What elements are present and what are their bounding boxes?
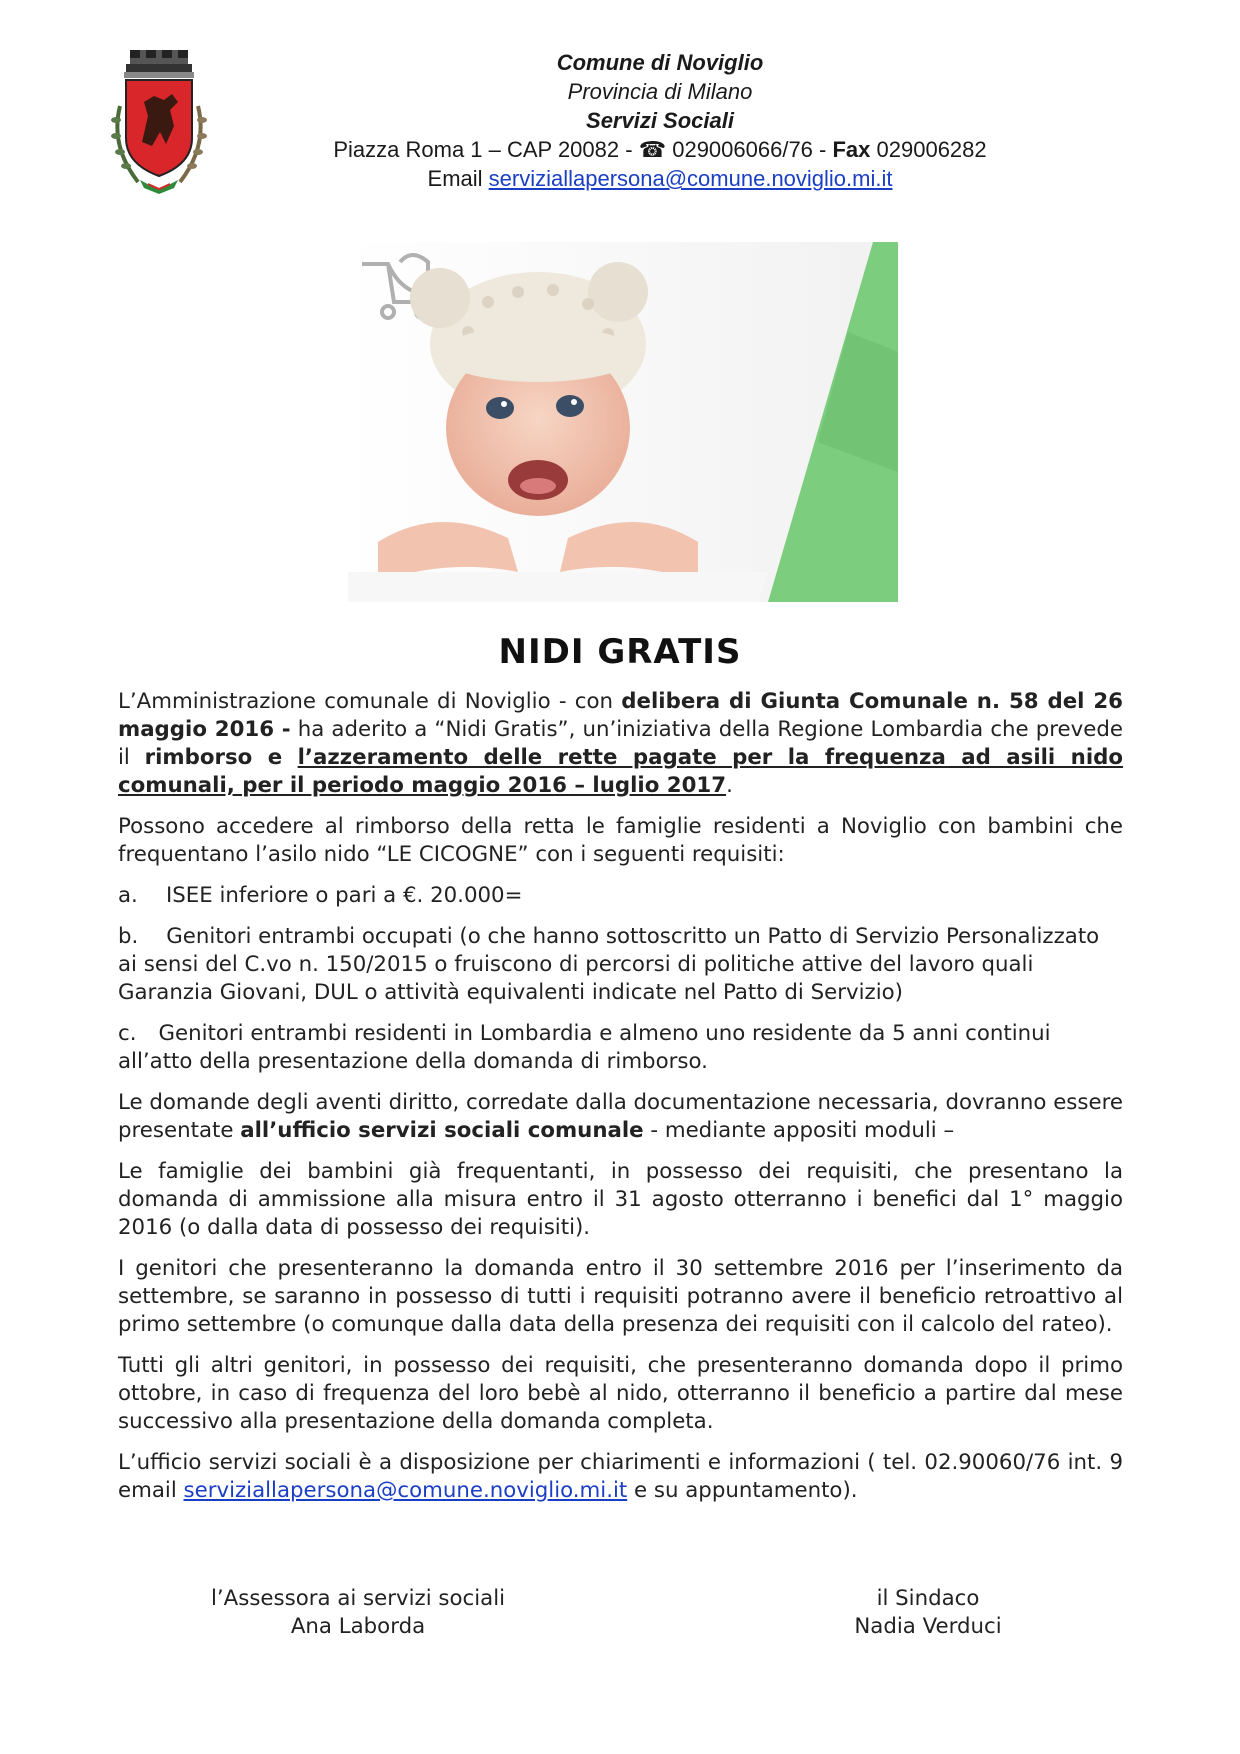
- requirement-b-letter: b.: [118, 924, 139, 949]
- assessor-role: l’Assessora ai servizi sociali: [210, 1586, 506, 1611]
- contact-email-link[interactable]: serviziallapersona@comune.noviglio.mi.it: [183, 1478, 628, 1503]
- eligibility-paragraph: Possono accedere al rimborso della retta le famiglie residenti a Noviglio con bambini che frequentano l’asilo nido “LE CICOGNE” con i seguenti requisiti:: [118, 814, 1123, 867]
- department-name: Servizi Sociali: [586, 108, 734, 133]
- contact-text-2: e su appuntamento).: [627, 1478, 858, 1503]
- september-paragraph: I genitori che presenteranno la domanda entro il 30 settembre 2016 per l’inserimento da settembre, se saranno in possesso di tutti i requisiti potranno avere il beneficio retroattivo al primo settembre (o comunque dalla data della presenza dei requisiti con il calcolo del rateo).: [118, 1256, 1123, 1337]
- email-label: Email: [427, 166, 489, 191]
- requirement-a-letter: a.: [118, 883, 138, 908]
- fee-reset-emphasis: l’azzeramento delle rette pagate per la frequenza ad asili nido comunali, per il periodo maggio 2016 – luglio 2017: [118, 745, 1123, 798]
- contact-text: L’ufficio servizi sociali è a disposizione per chiarimenti e informazioni ( tel. 02.90060/76 int. 9 email: [118, 1450, 1123, 1503]
- intro-paragraph: [118, 688, 1123, 800]
- contact-line: [310, 135, 1010, 164]
- mayor-name: Nadia Verduci: [854, 1614, 1002, 1639]
- requirement-c-letter: c.: [118, 1021, 137, 1046]
- application-text-2: - mediante appositi moduli –: [643, 1118, 955, 1143]
- assessor-name: Ana Laborda: [290, 1614, 426, 1639]
- current-families-paragraph: Le famiglie dei bambini già frequentanti, in possesso dei requisiti, che presentano la domanda di ammissione alla misura entro il 31 agosto otterranno i benefici dal 1° maggio 2016 (o dalla data di possesso dei requisiti).: [118, 1159, 1123, 1240]
- period-dot: .: [726, 773, 733, 798]
- fax-label: Fax: [832, 137, 871, 162]
- municipality-name: Comune di Noviglio: [556, 50, 764, 75]
- application-text: Le domande degli aventi diritto, corredate dalla documentazione necessaria, dovranno essere presentate: [118, 1090, 1123, 1143]
- email-link[interactable]: serviziallapersona@comune.noviglio.mi.it: [488, 166, 893, 191]
- office-emphasis: all’ufficio servizi sociali comunale: [240, 1118, 644, 1143]
- baby-photo: [348, 242, 898, 602]
- fax-number: 029006282: [870, 137, 987, 162]
- municipal-crest: [108, 46, 210, 196]
- letterhead: [310, 48, 1010, 193]
- other-parents-paragraph: Tutti gli altri genitori, in possesso dei requisiti, che presenteranno domanda dopo il primo ottobre, in caso di frequenza del loro bebè al nido, otterranno il beneficio a partire dal mese successivo alla presentazione della domanda completa.: [118, 1353, 1123, 1434]
- requirement-c-text: Genitori entrambi residenti in Lombardia e almeno uno residente da 5 anni continui all’atto della presentazione della domanda di rimborso.: [118, 1021, 1051, 1074]
- mayor-role: il Sindaco: [876, 1586, 980, 1611]
- requirement-b-text: Genitori entrambi occupati (o che hanno sottoscritto un Patto di Servizio Personalizzato ai sensi del C.vo n. 150/2015 o fruiscono di percorsi di politiche attive del lavoro quali Garanzia Giovani, DUL o attività equivalenti indicate nel Patto di Servizio): [118, 924, 1100, 1005]
- contact-paragraph: [118, 1449, 1123, 1505]
- requirement-b: [118, 923, 1123, 1007]
- intro-text-2: ha aderito a “Nidi Gratis”, un’iniziativa della Regione Lombardia che prevede il: [118, 717, 1123, 770]
- intro-text: L’Amministrazione comunale di Noviglio - con: [118, 689, 622, 714]
- phone-number: 029006066/76 -: [672, 137, 833, 162]
- assessor-signature: [188, 1585, 528, 1641]
- requirement-a-text: ISEE inferiore o pari a €. 20.000=: [166, 883, 523, 908]
- phone-icon: ☎: [638, 137, 667, 162]
- document-title: NIDI GRATIS: [498, 632, 742, 672]
- document-body: [118, 688, 1123, 1518]
- requirement-c: [118, 1020, 1123, 1076]
- email-line: [310, 164, 1010, 193]
- resolution-reference: delibera di Giunta Comunale n. 58 del 26 maggio 2016 -: [118, 689, 1123, 742]
- province-name: Provincia di Milano: [567, 79, 753, 104]
- mayor-signature: [808, 1585, 1048, 1641]
- conjunction: e: [252, 745, 298, 770]
- requirement-a: [118, 882, 1123, 910]
- address: Piazza Roma 1 – CAP 20082 -: [333, 137, 639, 162]
- application-paragraph: [118, 1089, 1123, 1145]
- refund-emphasis: rimborso: [144, 745, 253, 770]
